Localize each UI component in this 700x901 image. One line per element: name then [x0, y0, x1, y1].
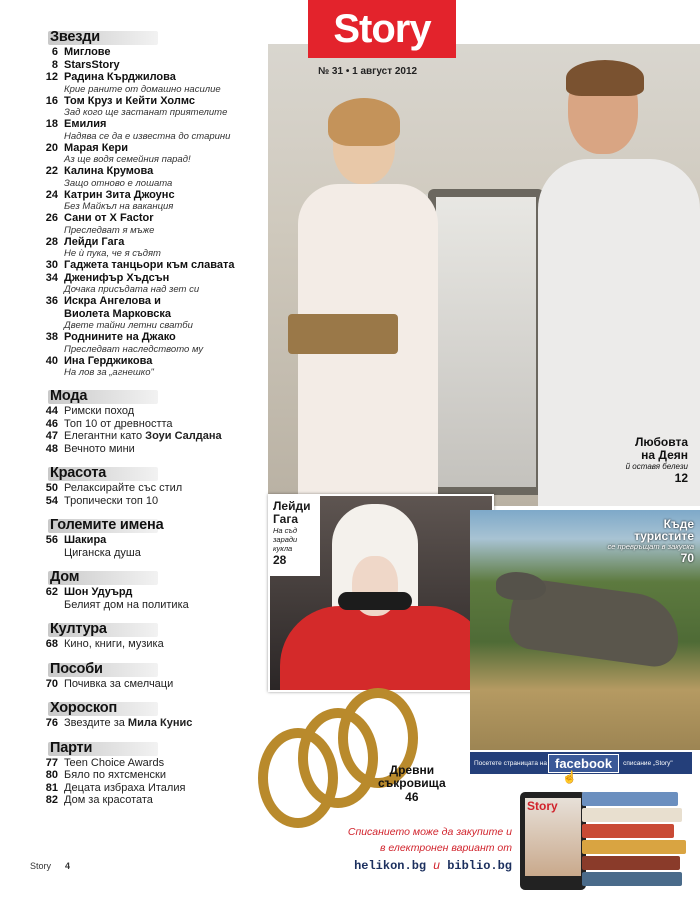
toc-page-number: 81 — [45, 781, 58, 794]
toc-entry[interactable] — [0, 189, 268, 213]
toc-section — [0, 516, 268, 559]
toc-section-title: Парти — [50, 739, 93, 756]
caption-gaga-sub: На съд заради кукла — [273, 526, 298, 553]
toc-entry-subtitle: На лов за „агнешко" — [64, 367, 154, 378]
toc-page-number: 34 — [45, 271, 58, 284]
facebook-banner[interactable] — [470, 752, 692, 774]
toc-page-number: 12 — [45, 71, 58, 83]
toc-entry-subtitle: Преследват наследството му — [64, 343, 204, 355]
toc-entry[interactable] — [0, 95, 268, 119]
toc-entry[interactable] — [0, 142, 268, 166]
toc-entry[interactable] — [0, 495, 268, 508]
toc-entry-subtitle: Зад кого ще застанат приятелите — [64, 107, 228, 118]
toc-entry-title: Катрин Зита Джоунс — [64, 188, 175, 201]
toc-section-title: Мода — [50, 388, 88, 404]
caption-lizard-title: Къде — [663, 517, 694, 531]
caption-love-title2: на Деян — [641, 448, 688, 462]
toc-entry-title: Гаджета танцьори към славата — [64, 259, 235, 271]
toc-entry-subtitle: Двете тайни летни сватби — [64, 320, 193, 331]
toc-entry[interactable] — [0, 418, 268, 431]
tablet-icon — [520, 792, 586, 890]
toc-page-number: 46 — [45, 417, 58, 430]
toc-entry-text: Циганска душа — [64, 546, 141, 559]
toc-entry[interactable] — [0, 259, 268, 272]
caption-ring-title2: съкровища — [378, 776, 446, 790]
toc-entry-title: StarsStory — [64, 58, 120, 71]
toc-section-title: Култура — [50, 621, 107, 637]
buy-line1: Списанието може да закупите и — [347, 826, 512, 838]
toc-section-title: Пособи — [50, 660, 103, 677]
caption-lizard-page: 70 — [680, 551, 694, 565]
toc-section-title: Дом — [50, 569, 80, 585]
toc-page-number: 38 — [45, 331, 58, 343]
toc-section-title: Звезди — [50, 29, 100, 45]
toc-page-number: 47 — [45, 430, 58, 442]
facebook-logo[interactable]: facebook — [548, 754, 619, 773]
toc-section-title: Хороскоп — [50, 700, 118, 716]
caption-ring-title: Древни — [389, 763, 435, 777]
toc-section-header — [30, 568, 268, 586]
table-of-contents — [0, 22, 268, 807]
toc-section-title: Красота — [50, 465, 107, 481]
toc-entry[interactable] — [0, 599, 268, 612]
sunglasses-icon — [338, 592, 412, 610]
toc-entry-text: Teen Choice Awards — [64, 756, 165, 769]
toc-entry-title: Роднините на Джако — [64, 331, 176, 343]
toc-entry-text: Бяло по яхтсменски — [64, 769, 166, 781]
toc-entry[interactable] — [0, 794, 268, 807]
toc-entry[interactable] — [0, 272, 268, 296]
buy-and: и — [433, 858, 440, 872]
facebook-post-text: списание „Story" — [623, 759, 673, 767]
toc-entry-subtitle: Аз ще водя семейния парад! — [64, 154, 191, 165]
toc-page-number: 68 — [45, 638, 58, 650]
toc-entry[interactable] — [0, 678, 268, 691]
toc-entry[interactable] — [0, 443, 268, 456]
main-photo — [268, 44, 700, 506]
toc-entry-title2: Виолета Марковска — [64, 307, 171, 320]
toc-entry-title: Лейди Гага — [64, 235, 125, 248]
toc-section-header — [30, 387, 268, 405]
footer-page-number: 4 — [65, 861, 71, 871]
toc-section — [0, 387, 268, 455]
toc-page-number: 20 — [45, 141, 58, 154]
toc-entry-text: Децата избраха Италия — [64, 781, 186, 794]
toc-page-number: 82 — [45, 794, 58, 806]
toc-page-number: 28 — [45, 235, 58, 248]
toc-entry[interactable] — [0, 331, 268, 355]
toc-entry[interactable] — [0, 782, 268, 795]
toc-entry-text: Топ 10 от древността — [64, 417, 173, 430]
toc-entry-title: Радина Кърджилова — [64, 71, 176, 83]
toc-page-number: 40 — [45, 354, 58, 367]
toc-entry[interactable] — [0, 295, 268, 331]
toc-entry[interactable] — [0, 46, 268, 59]
toc-page-number: 18 — [45, 118, 58, 130]
story-logo[interactable] — [308, 0, 456, 58]
toc-entry[interactable] — [0, 586, 268, 599]
toc-section — [0, 699, 268, 730]
toc-entry-title: Сани от X Factor — [64, 212, 154, 224]
toc-entry[interactable] — [0, 71, 268, 95]
toc-entry[interactable] — [0, 547, 268, 560]
logo-text: Story — [333, 6, 431, 51]
toc-entry-text: Дом за красотата — [64, 794, 153, 806]
lizard-photo-box[interactable] — [470, 510, 700, 750]
toc-entry-subtitle: Преследват я мъже — [64, 224, 155, 236]
helikon-link[interactable]: helikon.bg — [354, 859, 427, 873]
toc-section-header — [30, 739, 268, 757]
caption-gaga — [270, 496, 320, 576]
caption-lizard — [607, 518, 694, 565]
toc-entry-title: Емилия — [64, 118, 107, 130]
toc-entry-title: Калина Крумова — [64, 165, 154, 177]
caption-lizard-sub: се превръщат в закуска — [607, 542, 694, 551]
toc-section — [0, 464, 268, 507]
toc-entry-title: Искра Ангелова и — [64, 295, 161, 307]
buy-line2: в електронен вариант от — [380, 842, 512, 854]
toc-entry[interactable] — [0, 769, 268, 782]
toc-page-number: 54 — [45, 494, 58, 507]
toc-page-number: 24 — [45, 188, 58, 201]
toc-section — [0, 620, 268, 651]
caption-love-title: Любовта — [634, 435, 688, 449]
caption-lizard-title2: туристите — [634, 529, 694, 543]
biblio-link[interactable]: biblio.bg — [447, 859, 512, 873]
toc-page-number: 36 — [45, 295, 58, 307]
toc-entry[interactable] — [0, 717, 268, 730]
toc-section-header — [30, 660, 268, 678]
toc-entry[interactable] — [0, 638, 268, 651]
toc-entry-subtitle: Крие раните от домашно насилие — [64, 83, 221, 95]
footer-brand: Story — [30, 861, 52, 871]
toc-page-number: 22 — [45, 165, 58, 177]
toc-entry-bold: Зоуи Салдана — [145, 430, 222, 442]
toc-page-number: 80 — [45, 769, 58, 781]
toc-section-header — [30, 699, 268, 717]
toc-section — [0, 28, 268, 378]
toc-entry-subtitle: Без Майкъл на ваканция — [64, 201, 174, 212]
toc-entry[interactable] — [0, 430, 268, 443]
toc-entry-text: Релаксирайте със стил — [64, 482, 183, 494]
toc-section-title: Големите имена — [50, 517, 164, 533]
toc-entry-title: Том Круз и Кейти Холмс — [64, 94, 195, 107]
toc-page-number: 76 — [45, 717, 58, 729]
caption-love-page: 12 — [674, 471, 688, 485]
tablet-logo: Story — [527, 799, 558, 813]
toc-section — [0, 568, 268, 611]
toc-page-number: 6 — [51, 46, 58, 58]
toc-entry-text: Римски поход — [64, 405, 135, 417]
caption-ring-page: 46 — [405, 790, 419, 804]
toc-entry-bold: Мила Кунис — [127, 717, 193, 729]
toc-entry-text: Кино, книги, музика — [64, 638, 164, 650]
toc-page-number: 16 — [45, 94, 58, 107]
books-icon — [582, 790, 692, 890]
buy-digital-info — [300, 824, 512, 875]
caption-love-sub: й оставя белези — [625, 462, 688, 471]
toc-entry[interactable] — [0, 118, 268, 142]
toc-entry[interactable] — [0, 59, 268, 72]
toc-entry-subtitle: Защо отново е лошата — [64, 177, 173, 189]
woman-figure — [288, 104, 438, 506]
toc-page-number: 77 — [45, 756, 58, 769]
toc-section — [0, 739, 268, 807]
toc-entry-text: Вечното мини — [64, 442, 135, 455]
toc-entry[interactable] — [0, 757, 268, 770]
toc-entry-subtitle: Не ѝ пука, че я съдят — [64, 248, 161, 259]
cursor-hand-icon: ☝ — [562, 770, 577, 784]
caption-gaga-title2: Гага — [273, 512, 298, 526]
toc-entry-text: Белият дом на политика — [64, 598, 189, 611]
toc-page-number: 44 — [45, 405, 58, 417]
toc-entry-title: Марая Кери — [64, 141, 129, 154]
caption-ring — [378, 764, 446, 804]
toc-entry-title: Ина Герджикова — [64, 354, 153, 367]
toc-entry[interactable] — [0, 482, 268, 495]
toc-page-number: 8 — [51, 58, 58, 71]
toc-section-header — [30, 620, 268, 638]
toc-entry-text: Звездите за — [64, 717, 128, 729]
toc-page-number: 56 — [45, 534, 58, 546]
toc-entry[interactable] — [0, 236, 268, 260]
caption-gaga-title: Лейди — [273, 499, 311, 513]
toc-entry-text: Тропически топ 10 — [64, 494, 159, 507]
toc-section-header — [30, 516, 268, 534]
toc-entry[interactable] — [0, 355, 268, 379]
toc-entry[interactable] — [0, 534, 268, 547]
toc-entry-title: Шон Удуърд — [64, 586, 133, 598]
toc-page-number: 62 — [45, 586, 58, 598]
toc-entry[interactable] — [0, 405, 268, 418]
toc-entry-subtitle: Дочака присъдата над зет си — [64, 284, 200, 295]
toc-entry-text: Елегантни като — [64, 430, 146, 442]
caption-love[interactable] — [626, 436, 688, 485]
toc-entry[interactable] — [0, 212, 268, 236]
facebook-pre-text: Посетете страницата на — [474, 759, 547, 767]
issue-info: № 31 • 1 август 2012 — [318, 66, 418, 77]
toc-entry-title: Миглове — [64, 46, 111, 58]
toc-page-number: 30 — [45, 259, 58, 271]
toc-entry-title: Шакира — [64, 534, 107, 546]
toc-entry-text: Почивка за смелчаци — [64, 677, 174, 690]
toc-entry[interactable] — [0, 165, 268, 189]
toc-page-number: 50 — [45, 482, 58, 494]
toc-page-number: 70 — [45, 677, 58, 690]
toc-page-number: 48 — [45, 442, 58, 455]
caption-gaga-page: 28 — [273, 553, 287, 567]
toc-section — [0, 660, 268, 691]
toc-entry-subtitle: Надява се да е известна до старини — [64, 130, 231, 142]
toc-entry-title: Дженифър Хъдсън — [64, 271, 170, 284]
gaga-photo-box[interactable] — [268, 494, 494, 692]
toc-section-header — [30, 28, 268, 46]
toc-page-number: 26 — [45, 212, 58, 224]
toc-section-header — [30, 464, 268, 482]
page-footer — [30, 861, 70, 871]
